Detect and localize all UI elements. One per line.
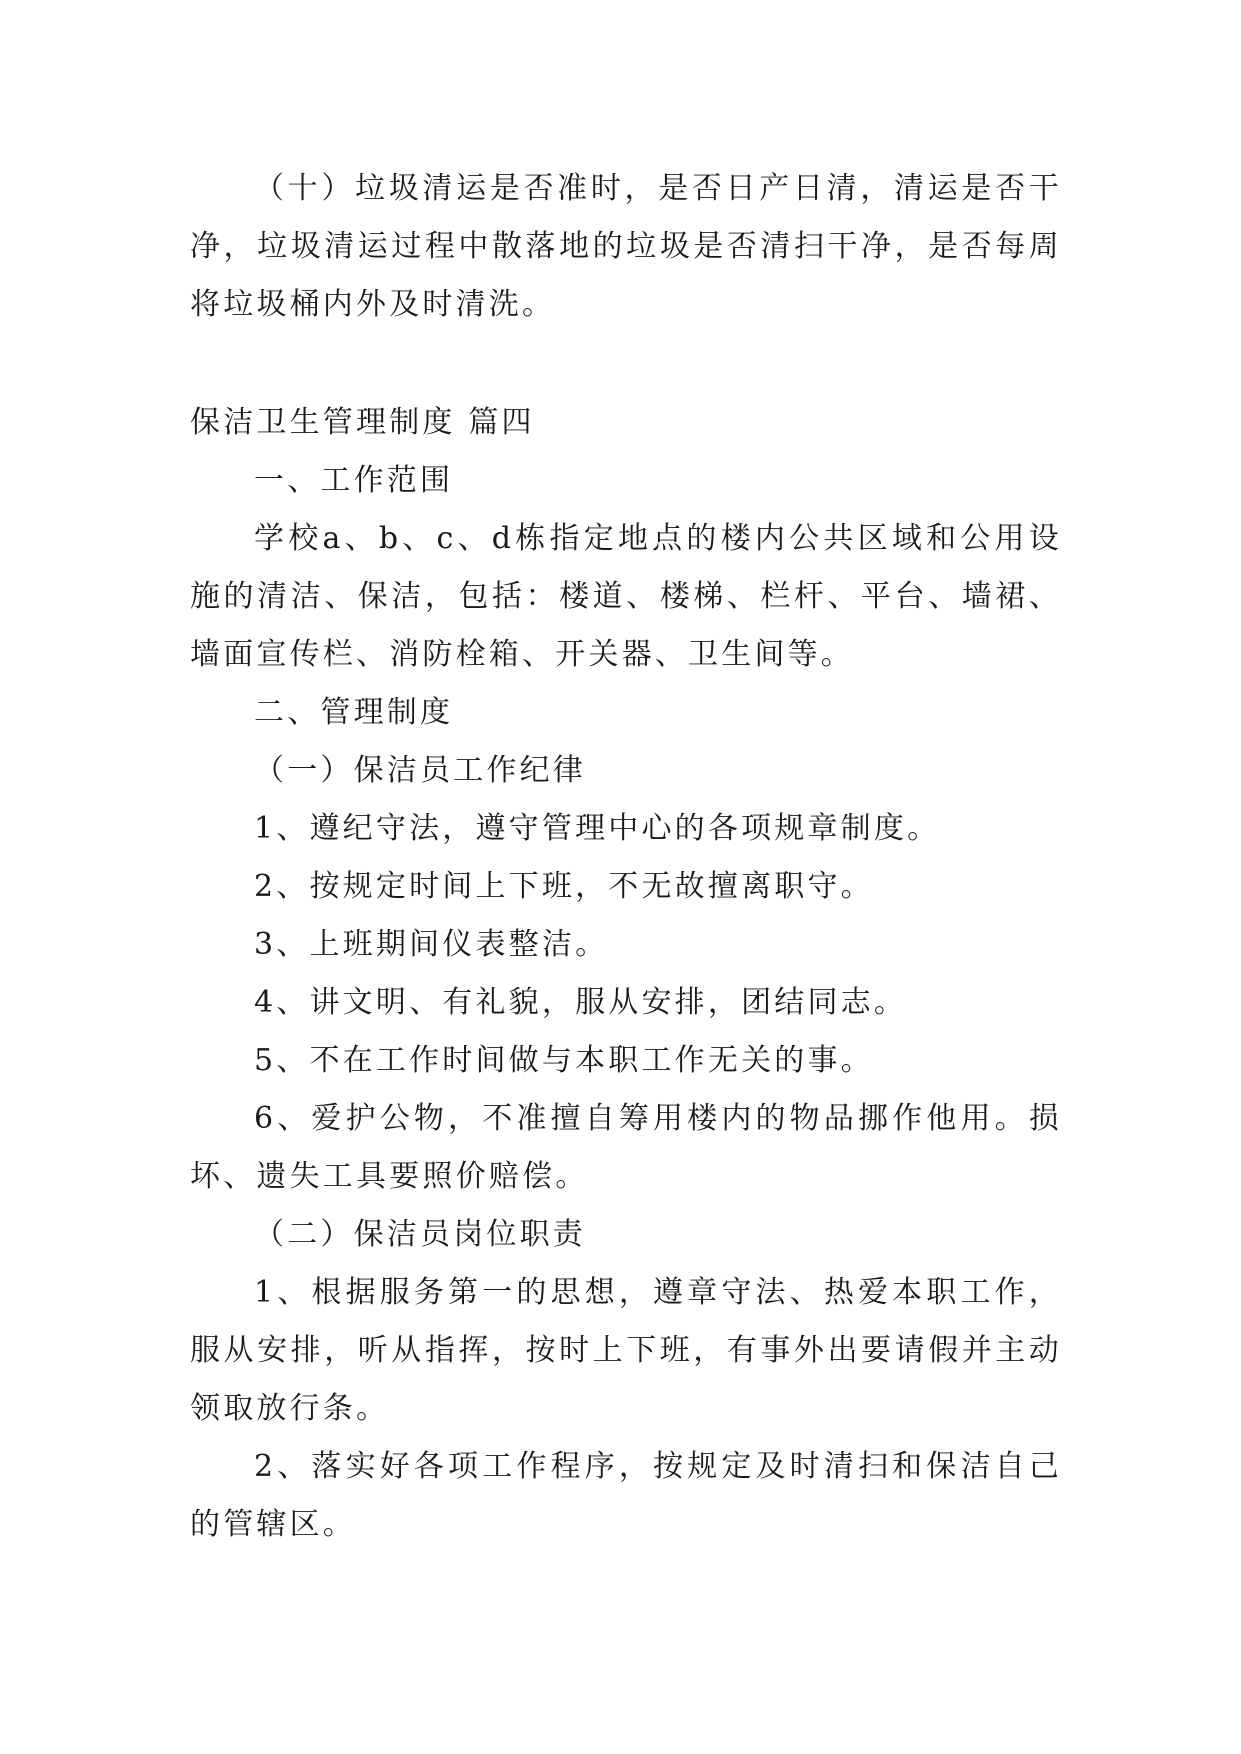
heading-management-rules: 二、管理制度 bbox=[254, 695, 454, 730]
list-item: 4、讲文明、有礼貌，服从安排，团结同志。 bbox=[254, 985, 908, 1020]
subheading-work-discipline: （一）保洁员工作纪律 bbox=[254, 753, 586, 788]
section-title: 保洁卫生管理制度 篇四 bbox=[190, 405, 535, 440]
document-body bbox=[190, 160, 1062, 1554]
paragraph-garbage-removal: （十）垃圾清运是否准时，是否日产日清，清运是否干净，垃圾清运过程中散落地的垃圾是否清扫干净，是否每周将垃圾桶内外及时清洗。 bbox=[190, 171, 1062, 322]
list-item: 3、上班期间仪表整洁。 bbox=[254, 927, 609, 962]
heading-work-scope: 一、工作范围 bbox=[254, 463, 454, 498]
list-item: 2、按规定时间上下班，不无故擅离职守。 bbox=[254, 869, 874, 904]
list-item: 5、不在工作时间做与本职工作无关的事。 bbox=[254, 1043, 874, 1078]
subheading-job-duties: （二）保洁员岗位职责 bbox=[254, 1217, 586, 1252]
list-item: 1、根据服务第一的思想，遵章守法、热爱本职工作，服从安排，听从指挥，按时上下班，有事外出要请假并主动领取放行条。 bbox=[190, 1275, 1062, 1426]
list-item: 6、爱护公物，不准擅自筹用楼内的物品挪作他用。损坏、遗失工具要照价赔偿。 bbox=[190, 1101, 1062, 1194]
list-item: 2、落实好各项工作程序，按规定及时清扫和保洁自己的管辖区。 bbox=[190, 1449, 1062, 1542]
list-item: 1、遵纪守法，遵守管理中心的各项规章制度。 bbox=[254, 811, 941, 846]
paragraph-work-scope: 学校a、b、c、d栋指定地点的楼内公共区域和公用设施的清洁、保洁，包括：楼道、楼梯、栏杆、平台、墙裙、墙面宣传栏、消防栓箱、开关器、卫生间等。 bbox=[190, 521, 1062, 672]
